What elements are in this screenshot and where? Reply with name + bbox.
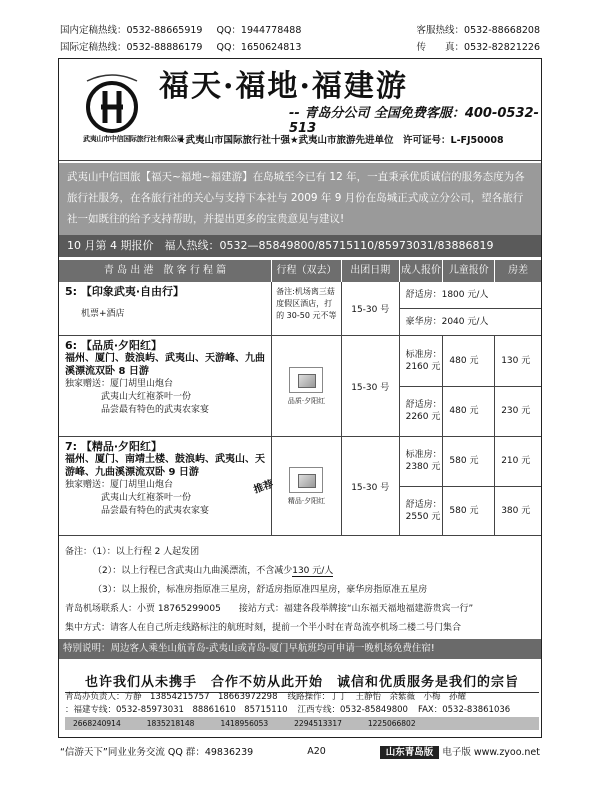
header [59,59,541,161]
domestic-qq: QQ：1944778488 [216,25,302,36]
note-text: （2）：以上行程已含武夷山九曲溪漂流，不含减少 [93,566,293,576]
gift-item: 厦门胡里山炮台 [110,480,174,490]
price-line: 舒适房：1800 元/人 [400,282,541,309]
fax: 传 真：0532-82821226 [416,42,540,53]
table-header [59,260,541,282]
col-header-itinerary: 行程（双去） [272,260,342,282]
table-row [59,336,541,437]
price-line: 标准房：2160 元 [400,336,443,387]
international-hotline: 国际定稿热线：0532-88886179 [60,42,203,53]
gift-label: 独家赠送： [65,480,111,490]
contacts [65,691,539,730]
contact-item: 江西专线：0532-85849800 [297,705,408,715]
price-line: 210 元 [495,437,541,487]
special-note: 特别说明：周边客人乘坐山航青岛-武夷山或青岛-厦门早航班均可申请一晚机场免费住宿! [59,639,541,659]
contact-item: FAX：0532-83861036 [417,705,511,715]
price-line: 230 元 [501,406,531,417]
child-price-cell [443,437,495,535]
intro-text: 武夷山中信国旅【福天~福地~福建游】在岛城至今已有 12 年，一直秉承优质诚信的服务态度为各旅行社服务，在各旅行社的关心与支持下本社与 2009 年 9 月份在岛城正式成立分公司，望各旅行社一如既往的给予支持帮助，并提出更多的宝贵意见与建议! [59,163,541,235]
thumb-label: 品质·夕阳红 [287,396,326,405]
gift-item: 武夷山大红袍茶叶一份 [101,493,192,503]
route-cell [59,437,272,535]
table-row [59,282,541,336]
qq-number: 2668240914 [73,719,121,728]
col-header-child: 儿童报价 [443,260,495,282]
website-link[interactable]: 电子版 www.zyoo.net [442,747,540,758]
agency-logo-icon [77,71,147,137]
adult-price-cell [400,336,444,436]
route-title: 7: 【精品·夕阳红】 [65,440,163,453]
contact-row [65,691,539,704]
gift-label: 独家赠送： [65,379,111,389]
slogan: 也许我们从未携手 合作不妨从此开始 诚信和优质服务是我们的宗旨 [65,671,539,693]
child-price-cell [443,336,495,436]
itinerary-table [59,260,541,536]
price-line: 480 元 [449,406,479,417]
gift-item: 品尝最有特色的武夷农家宴 [101,405,210,415]
route-cell [59,336,272,436]
qq-bar [65,717,539,730]
branch-line: -- 青岛分公司 全国免费客服：400-0532-513 [289,106,539,136]
contact-item: ：福建专线：0532-85973031 88861610 85715110 [65,705,288,715]
agency-name: 武夷山市中信国际旅行社有限公司 [83,135,184,143]
domestic-hotline: 国内定稿热线：0532-88665919 [60,25,203,36]
route-thumbnail[interactable] [289,467,323,493]
route-cell [59,282,272,335]
qq-number: 1225066802 [367,719,416,728]
gather-info: 集中方式：请客人在自己所走线路标注的航班时刻，提前一个半小时在青岛流亭机场二楼二号门集合 [65,623,462,633]
footer-qq-group: “信游天下”同业业务交流 QQ 群：49836239 [60,747,254,758]
price-line: 580 元 [443,437,494,487]
price-line: 豪华房：2040 元/人 [405,317,489,327]
route-detail: 机票+酒店 [81,309,125,319]
notes [59,543,541,638]
note-line: 备注：（1）：以上行程 2 人起发团 [65,547,200,557]
thumb-label: 精品·夕阳红 [287,496,326,505]
edition-tag: 山东青岛版 [380,746,440,759]
brand-title: 福天·福地·福建游 [159,69,408,104]
diff-price-cell [495,437,541,535]
price-line: 舒适房：2260 元 [405,400,442,423]
route-title: 5: 【印象武夷·自由行】 [65,285,185,298]
contact-item: 青岛办负责人：方静 13854215757 18663972298 [65,692,278,702]
price-line: 380 元 [501,505,531,516]
price-line: 480 元 [443,336,494,387]
license-line: ★武夷山市国际旅行社十强★武夷山市旅游先进单位 许可证号：L-FJ50008 [177,135,504,146]
col-header-route: 青 岛 出 港 散 客 行 程 篇 [59,260,272,282]
topbar [60,22,540,56]
note-line: （3）：以上报价，标准房指原准三星房，舒适房指原准四星房，豪华房指原准五星房 [93,585,428,595]
route-date: 15-30 号 [342,437,400,535]
qq-number: 1418956053 [220,719,269,728]
table-row [59,437,541,536]
international-qq: QQ：1650624813 [216,42,302,53]
note-value: 130 元/人 [292,566,334,576]
price-line: 580 元 [449,505,479,516]
recommend-stamp: 推荐 [252,478,275,496]
route-title: 6: 【品质·夕阳红】 [65,339,163,352]
route-date: 15-30 号 [342,282,400,335]
contact-row [65,704,539,717]
quote-bar: 10 月第 4 期报价 福人热线：0532—85849800/85715110/85973031/83886819 [59,235,541,257]
diff-price-cell [495,336,541,436]
col-header-adult: 成人报价 [400,260,444,282]
qq-number: 2294513317 [294,719,342,728]
note-line [65,562,535,581]
price-line: 舒适房：2550 元 [405,499,442,522]
price-line: 130 元 [495,336,541,387]
route-thumbnail[interactable] [289,367,323,393]
contact-item: 线路操作：丁丁 王静怡 余紫薇 小梅 孙耀 [287,692,466,702]
col-header-date: 出团日期 [342,260,400,282]
price-line: 标准房：2380 元 [400,437,443,487]
price-cell [400,282,541,335]
page-number: A20 [307,745,326,757]
gift-item: 武夷山大红袍茶叶一份 [101,392,192,402]
qq-number: 1835218148 [146,719,195,728]
gift-item: 品尝最有特色的武夷农家宴 [101,506,210,516]
route-date: 15-30 号 [342,336,400,436]
service-hotline: 客服热线：0532-88668208 [416,25,540,36]
airport-contact: 青岛机场联系人：小贾 18765299005 接站方式：福建各段举牌接“山东福天福地福建游贵宾一行” [65,604,474,614]
col-header-diff: 房差 [508,265,529,276]
route-thumb-cell [272,336,342,436]
route-note: 备注:机场离三菇度假区酒店，打的 30-50 元不等 [272,282,342,335]
ad-frame [58,58,542,738]
adult-price-cell [400,437,444,535]
route-thumb-cell [272,437,342,535]
gift-item: 厦门胡里山炮台 [110,379,174,389]
route-detail: 福州、厦门、鼓浪屿、武夷山、天游峰、九曲溪漂流双卧 8 日游 [65,353,265,377]
route-detail: 福州、厦门、南靖土楼、鼓浪屿、武夷山、天游峰、九曲溪漂流双卧 9 日游 [65,454,265,478]
footer [60,744,540,758]
